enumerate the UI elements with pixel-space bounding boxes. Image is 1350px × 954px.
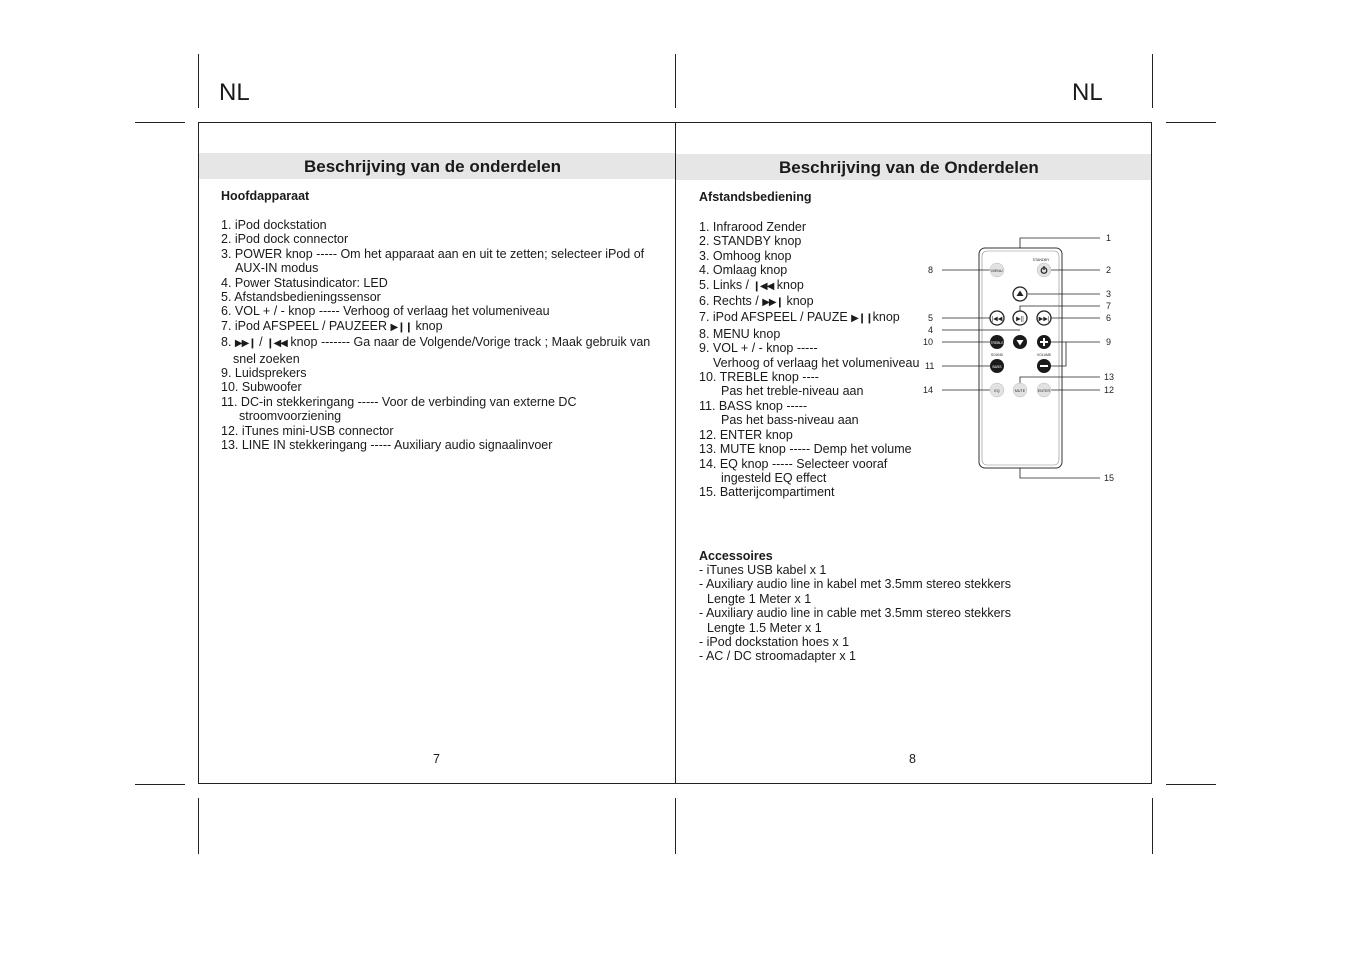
menu-button-label: MENU <box>991 269 1003 273</box>
crop-mark <box>675 798 676 854</box>
callout-number: 1 <box>1106 233 1112 243</box>
list-text: knop ------- Ga naar de Volgende/Vorige track ; Maak gebruik van <box>290 335 651 350</box>
standby-label: STANDBY <box>1032 258 1050 262</box>
previous-track-icon: ❙◀◀ <box>266 338 287 350</box>
list-item: 12. ENTER knop <box>699 427 793 442</box>
right-title-band <box>676 154 1151 180</box>
list-text: knop <box>786 294 814 309</box>
callout-number: 6 <box>1106 313 1112 323</box>
list-item: 1. iPod dockstation <box>221 218 327 232</box>
callout-number: 11 <box>925 361 935 371</box>
list-item <box>699 294 919 310</box>
crop-mark <box>198 798 199 854</box>
list-item: 6. VOL + / - knop ----- Verhoog of verlaag het volumeniveau <box>221 304 550 319</box>
callout-number: 2 <box>1106 265 1112 275</box>
previous-icon: |◀◀ <box>991 316 1003 323</box>
accessories-title: Accessoires <box>699 549 773 563</box>
crop-mark <box>1166 784 1216 785</box>
list-item <box>699 310 919 326</box>
previous-track-icon: ❙◀◀ <box>752 280 774 292</box>
list-item: 2. STANDBY knop <box>699 234 802 249</box>
list-item: - Auxiliary audio line in kabel met 3.5mm stereo stekkers <box>699 577 1011 592</box>
treble-button-label: TREBLE <box>990 341 1004 345</box>
page-number-left: 7 <box>433 752 440 766</box>
callout-number: 5 <box>928 313 934 323</box>
volume-label: VOLUME <box>1036 353 1052 357</box>
list-item: 10. TREBLE knop ---- <box>699 370 819 385</box>
list-item: 10. Subwoofer <box>221 380 302 395</box>
crop-mark <box>1152 54 1153 108</box>
list-item: 11. DC-in stekkeringang ----- Voor de verbinding van externe DC <box>221 394 577 409</box>
list-item: 2. iPod dock connector <box>221 232 349 247</box>
callout-number: 13 <box>1104 372 1115 382</box>
callout-number: 3 <box>1106 289 1112 299</box>
bass-button-label: BASS <box>992 365 1002 369</box>
list-item: Lengte 1.5 Meter x 1 <box>707 620 822 635</box>
page-number-right: 8 <box>909 752 916 766</box>
list-item: 12. iTunes mini-USB connector <box>221 423 394 438</box>
callout-number: 12 <box>1104 385 1115 395</box>
list-item: 13. LINE IN stekkeringang ----- Auxiliary audio signaalinvoer <box>221 438 553 453</box>
eq-button-label: EQ <box>994 389 1000 393</box>
list-item <box>699 278 919 294</box>
list-item: Verhoog of verlaag het volumeniveau <box>713 355 920 370</box>
list-text: knop <box>872 310 900 325</box>
page-divider <box>675 122 676 784</box>
next-track-icon: ▶▶❙ <box>234 338 256 350</box>
left-page-title: Beschrijving van de onderdelen <box>304 157 561 176</box>
callout-number: 9 <box>1106 337 1112 347</box>
remote-control-diagram <box>920 228 1120 488</box>
mute-button-label: MUTE <box>1014 389 1026 393</box>
list-item: stroomvoorziening <box>239 409 342 424</box>
list-item: ingesteld EQ effect <box>721 470 827 485</box>
callout-number: 14 <box>923 385 934 395</box>
play-pause-icon: ▶❙❙ <box>390 321 412 333</box>
list-item: Pas het treble-niveau aan <box>721 384 864 399</box>
list-item: 3. POWER knop ----- Om het apparaat aan en uit te zetten; selecteer iPod of <box>221 246 645 261</box>
list-item: - Auxiliary audio line in cable met 3.5mm stereo stekkers <box>699 606 1011 621</box>
list-item: 15. Batterijcompartiment <box>699 485 835 500</box>
crop-mark <box>135 784 185 785</box>
list-item: 13. MUTE knop ----- Demp het volume <box>699 442 912 457</box>
list-text: 8. <box>221 335 232 350</box>
list-item: AUX-IN modus <box>235 261 319 276</box>
list-item: 11. BASS knop ----- <box>699 398 808 413</box>
crop-mark <box>135 122 185 123</box>
list-item <box>221 319 650 335</box>
right-subtitle: Afstandsbediening <box>699 190 812 204</box>
list-text: 5. Links / <box>699 277 750 292</box>
crop-mark <box>198 54 199 108</box>
list-text: 7. iPod AFSPEEL / PAUZEER <box>221 318 388 333</box>
list-item: Pas het bass-niveau aan <box>721 413 859 428</box>
list-item: - iPod dockstation hoes x 1 <box>699 635 850 650</box>
language-label-right: NL <box>1072 79 1103 106</box>
list-item: 4. Power Statusindicator: LED <box>221 275 388 290</box>
callout-number: 8 <box>928 265 934 275</box>
next-track-icon: ▶▶❙ <box>762 297 783 309</box>
list-text: knop <box>415 318 443 333</box>
remote-body <box>979 248 1062 468</box>
left-title-band <box>199 153 675 179</box>
list-item: 3. Omhoog knop <box>699 248 792 263</box>
enter-button-label: ENTER <box>1037 389 1051 393</box>
list-item: - AC / DC stroomadapter x 1 <box>699 649 857 664</box>
crop-mark <box>1152 798 1153 854</box>
list-text: knop <box>776 277 804 292</box>
next-icon: ▶▶| <box>1038 316 1050 323</box>
list-item: 8. MENU knop <box>699 326 781 341</box>
language-label-left: NL <box>219 79 250 106</box>
list-text: 6. Rechts / <box>699 294 759 309</box>
list-item: - iTunes USB kabel x 1 <box>699 563 827 577</box>
list-item: 1. Infrarood Zender <box>699 220 807 234</box>
list-item: Lengte 1 Meter x 1 <box>707 591 812 606</box>
list-item: 14. EQ knop ----- Selecteer vooraf <box>699 456 888 471</box>
list-item: snel zoeken <box>233 351 300 366</box>
callout-number: 10 <box>923 337 934 347</box>
list-item: 5. Afstandsbedieningssensor <box>221 290 381 305</box>
remote-parts-list <box>699 220 919 500</box>
sound-label: SOUND <box>990 353 1004 357</box>
list-item: 4. Omlaag knop <box>699 263 788 278</box>
right-page-title: Beschrijving van de Onderdelen <box>779 158 1039 177</box>
list-item: 9. Luidsprekers <box>221 366 307 381</box>
play-pause-icon: ▶❙❙ <box>851 313 873 325</box>
list-item: 9. VOL + / - knop ----- <box>699 341 818 356</box>
left-subtitle: Hoofdapparaat <box>221 189 310 203</box>
list-item: 8. ▶▶❙ / ❙◀◀ knop ------- Ga naar de Volgende/Vorige track ; Maak gebruik van <box>221 335 651 350</box>
play-pause-icon: ▶|| <box>1016 316 1024 323</box>
callout-number: 15 <box>1104 473 1115 483</box>
list-text: 7. iPod AFSPEEL / PAUZE <box>699 310 848 325</box>
callout-number: 7 <box>1106 301 1112 311</box>
callout-number: 4 <box>928 325 934 335</box>
crop-mark <box>1166 122 1216 123</box>
accessories-list <box>699 563 1011 664</box>
main-unit-parts-list <box>221 218 650 453</box>
crop-mark <box>675 54 676 108</box>
